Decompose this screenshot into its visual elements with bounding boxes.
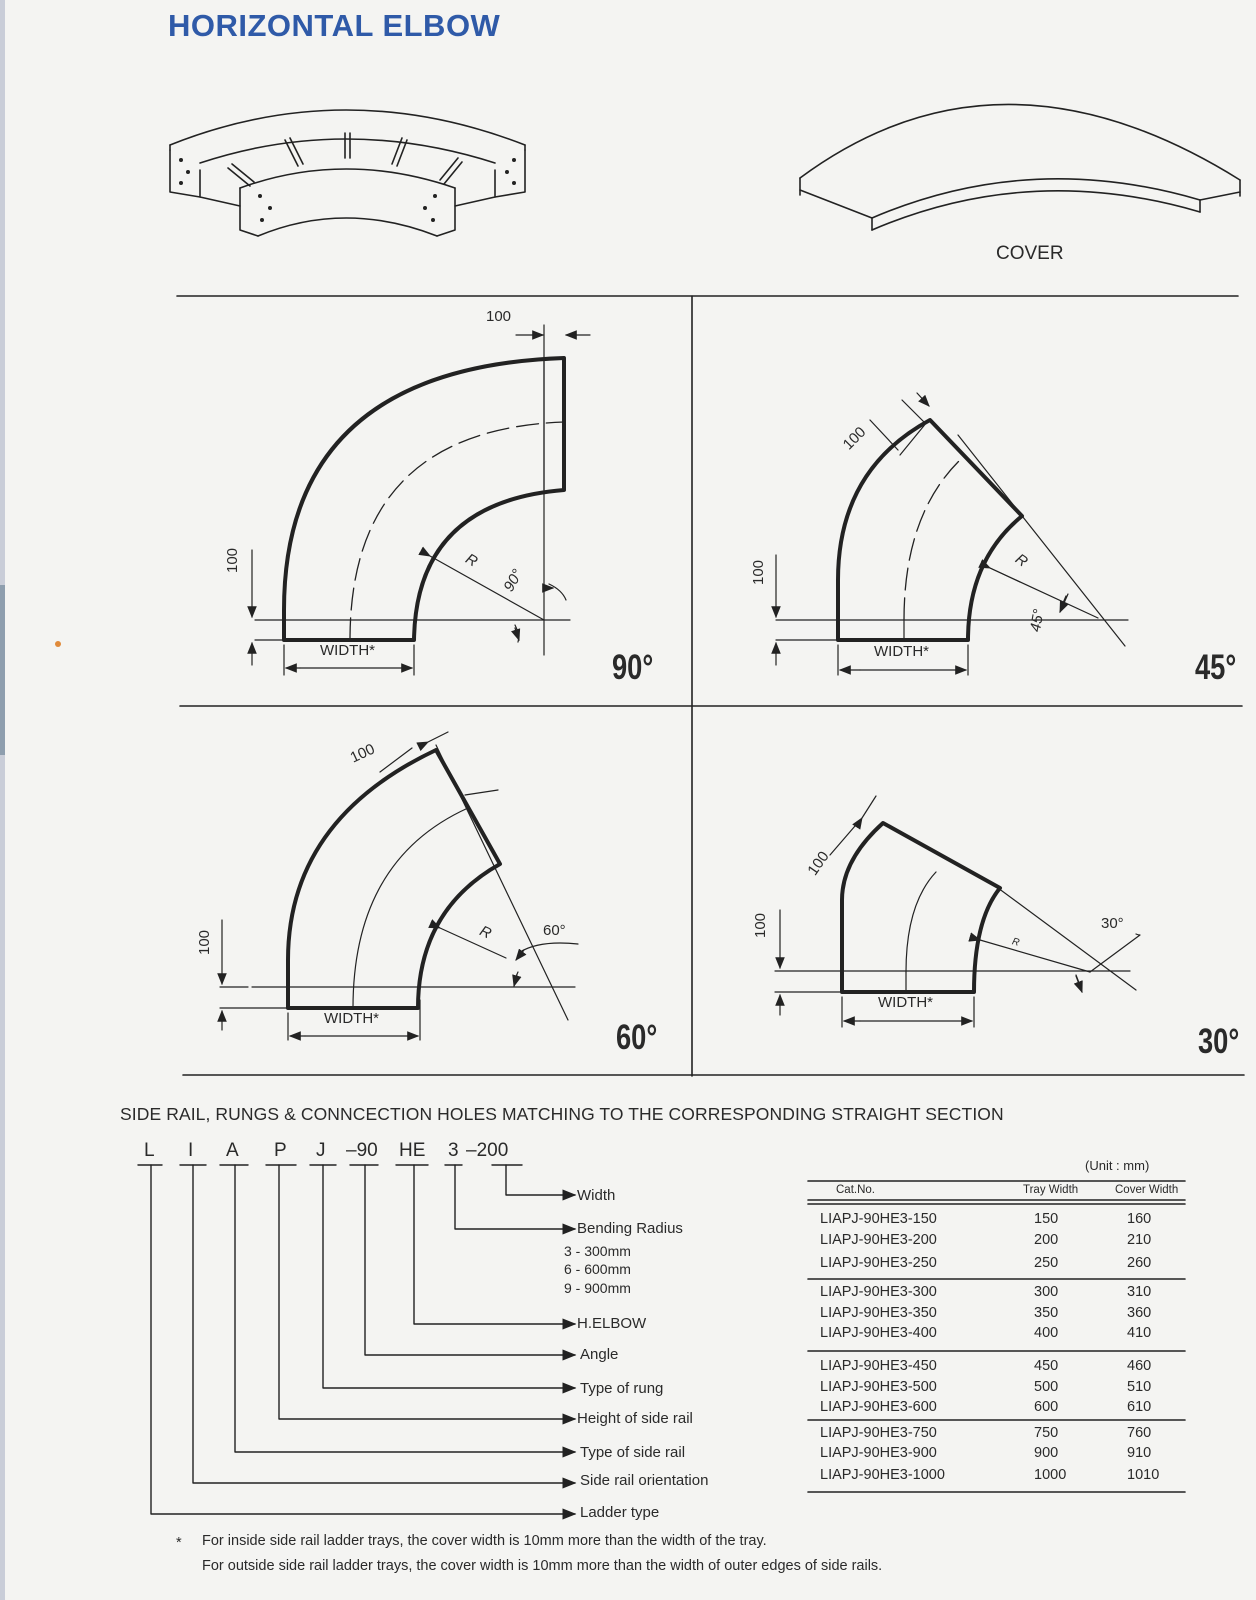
table-cell-cover-width: 1010 <box>1127 1467 1160 1483</box>
table-cell-tray-width: 900 <box>1034 1445 1059 1461</box>
angle-label: 45° <box>1195 648 1237 687</box>
code-part: 3 <box>448 1140 459 1161</box>
bending-radius-option: 9 - 900mm <box>564 1280 631 1296</box>
table-cell-tray-width: 150 <box>1034 1211 1059 1227</box>
angle-label: 90° <box>612 648 654 687</box>
dim-100-label: 100 <box>224 547 241 573</box>
width-label: WIDTH* <box>320 642 375 659</box>
dim-100-label: 100 <box>804 848 833 879</box>
table-cell-catno: LIAPJ-90HE3-600 <box>820 1399 937 1415</box>
table-cell-catno: LIAPJ-90HE3-1000 <box>820 1467 945 1483</box>
table-header-catno: Cat.No. <box>836 1184 875 1196</box>
table-cell-catno: LIAPJ-90HE3-200 <box>820 1232 937 1248</box>
table-cell-catno: LIAPJ-90HE3-250 <box>820 1255 937 1271</box>
page-title: HORIZONTAL ELBOW <box>168 8 501 43</box>
elbow-60-drawing <box>220 732 578 1040</box>
table-cell-cover-width: 160 <box>1127 1211 1152 1227</box>
table-cell-tray-width: 300 <box>1034 1284 1059 1300</box>
table-cell-catno: LIAPJ-90HE3-300 <box>820 1284 937 1300</box>
arc-angle-label: 30° <box>1101 915 1124 932</box>
footnote-marker: * <box>176 1535 182 1551</box>
legend-height-of-side-rail: Height of side rail <box>577 1410 693 1427</box>
table-cell-cover-width: 310 <box>1127 1284 1152 1300</box>
code-part: –90 <box>346 1140 378 1161</box>
radius-label: R <box>1012 550 1031 571</box>
radius-label: R <box>1010 936 1021 949</box>
table-cell-tray-width: 750 <box>1034 1425 1059 1441</box>
legend-side-rail-orientation: Side rail orientation <box>580 1472 709 1489</box>
code-part: L <box>144 1140 155 1161</box>
bending-radius-option: 6 - 600mm <box>564 1261 631 1277</box>
legend-type-of-rung: Type of rung <box>580 1380 664 1397</box>
code-part: I <box>188 1140 194 1161</box>
legend-ladder-type: Ladder type <box>580 1504 660 1521</box>
table-cell-catno: LIAPJ-90HE3-750 <box>820 1425 937 1441</box>
table-cell-cover-width: 510 <box>1127 1379 1152 1395</box>
legend-bending-radius: Bending Radius <box>577 1220 683 1237</box>
table-cell-tray-width: 200 <box>1034 1232 1059 1248</box>
bending-radius-option: 3 - 300mm <box>564 1243 631 1259</box>
legend-angle: Angle <box>580 1346 619 1363</box>
table-header-tray-width: Tray Width <box>1023 1184 1079 1196</box>
arc-angle-label: 60° <box>543 922 566 939</box>
cover-label: COVER <box>996 243 1064 264</box>
code-part: P <box>274 1140 287 1161</box>
code-part: –200 <box>466 1140 509 1161</box>
table-cell-cover-width: 260 <box>1127 1255 1152 1271</box>
table-cell-tray-width: 250 <box>1034 1255 1059 1271</box>
dim-100-label: 100 <box>752 912 769 938</box>
table-cell-cover-width: 460 <box>1127 1358 1152 1374</box>
footnote-line: For inside side rail ladder trays, the cover width is 10mm more than the width of the tray. <box>202 1533 767 1549</box>
arc-angle-label: 90° <box>500 566 527 595</box>
table-cell-cover-width: 210 <box>1127 1232 1152 1248</box>
section-heading: SIDE RAIL, RUNGS & CONNCECTION HOLES MATCHING TO THE CORRESPONDING STRAIGHT SECTION <box>120 1104 1004 1124</box>
width-label: WIDTH* <box>878 994 933 1011</box>
table-cell-tray-width: 1000 <box>1034 1467 1067 1483</box>
table-cell-catno: LIAPJ-90HE3-150 <box>820 1211 937 1227</box>
legend-width: Width <box>577 1187 616 1204</box>
table-cell-cover-width: 410 <box>1127 1325 1152 1341</box>
width-label: WIDTH* <box>874 643 929 660</box>
table-cell-catno: LIAPJ-90HE3-400 <box>820 1325 937 1341</box>
table-cell-tray-width: 500 <box>1034 1379 1059 1395</box>
code-part: J <box>316 1140 326 1161</box>
elbow-90-drawing <box>252 320 590 675</box>
table-cell-tray-width: 450 <box>1034 1358 1059 1374</box>
code-part: HE <box>399 1140 426 1161</box>
radius-label: R <box>462 550 481 571</box>
dim-100-label: 100 <box>839 423 870 454</box>
table-cell-tray-width: 350 <box>1034 1305 1059 1321</box>
table-cell-catno: LIAPJ-90HE3-500 <box>820 1379 937 1395</box>
legend-type-of-side-rail: Type of side rail <box>580 1444 686 1461</box>
footnote-line: For outside side rail ladder trays, the cover width is 10mm more than the width of outer edges of side rails. <box>202 1558 883 1574</box>
radius-label: R <box>476 922 494 943</box>
code-legend-leaders <box>138 1165 575 1514</box>
legend-h-elbow: H.ELBOW <box>577 1315 647 1332</box>
dim-100-label: 100 <box>486 308 512 325</box>
table-cell-catno: LIAPJ-90HE3-900 <box>820 1445 937 1461</box>
dim-100-label: 100 <box>196 929 213 955</box>
code-part: A <box>226 1140 239 1161</box>
table-cell-cover-width: 610 <box>1127 1399 1152 1415</box>
dim-100-label: 100 <box>750 559 767 585</box>
width-label: WIDTH* <box>324 1010 379 1027</box>
elbow-45-drawing <box>776 393 1128 675</box>
angle-label: 30° <box>1198 1022 1240 1061</box>
angle-label: 60° <box>616 1018 658 1057</box>
elbow-30-drawing <box>775 796 1140 1027</box>
table-cell-cover-width: 360 <box>1127 1305 1152 1321</box>
table-header-cover-width: Cover Width <box>1115 1184 1179 1196</box>
table-cell-catno: LIAPJ-90HE3-450 <box>820 1358 937 1374</box>
ladder-tray-illustration <box>170 110 525 236</box>
table-cell-cover-width: 760 <box>1127 1425 1152 1441</box>
table-cell-catno: LIAPJ-90HE3-350 <box>820 1305 937 1321</box>
table-cell-tray-width: 400 <box>1034 1325 1059 1341</box>
table-cell-tray-width: 600 <box>1034 1399 1059 1415</box>
cover-illustration <box>800 104 1240 230</box>
unit-note: (Unit : mm) <box>1085 1158 1150 1173</box>
table-cell-cover-width: 910 <box>1127 1445 1152 1461</box>
arc-angle-label: 45° <box>1027 607 1048 634</box>
dim-100-label: 100 <box>347 740 378 767</box>
